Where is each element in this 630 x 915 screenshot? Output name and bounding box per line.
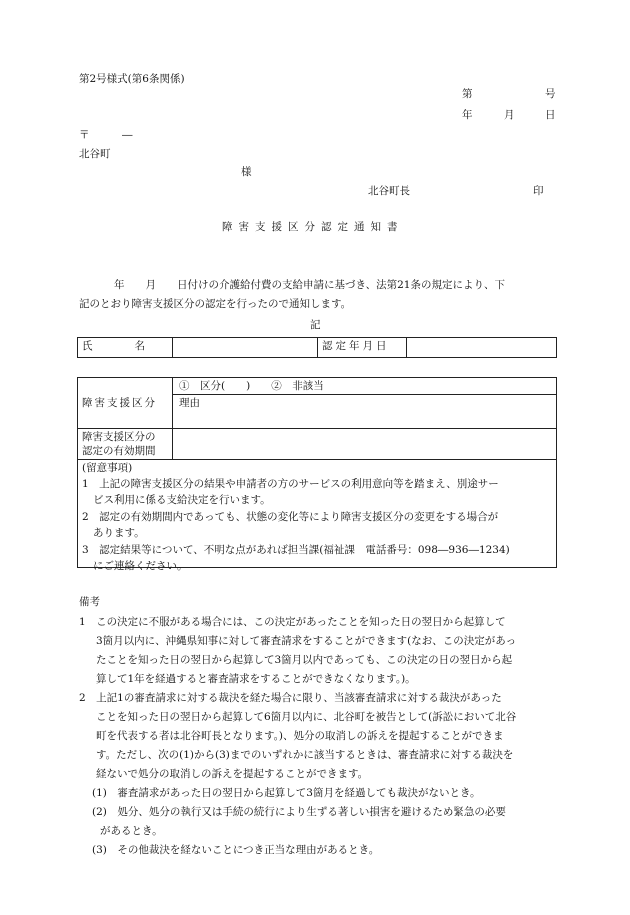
note-1-line-1: 1 上記の障害支援区分の結果や申請者の方のサービスの利用意向等を踏まえ、別途サー (82, 478, 499, 490)
remark-subitem: (2) 処分、処分の執行又は手続の続行により生ずる著しい損害を避けるため緊急の必要 (92, 806, 506, 818)
remark-line: 町を代表する者は北谷町長となります。)、処分の取消しの訴えを提起することができま (96, 730, 504, 742)
note-3-line-2: にご連絡ください。 (93, 560, 188, 572)
ki-label: 記 (310, 319, 321, 331)
name-label: 氏 名 (78, 338, 173, 358)
remark-line: たことを知った日の翌日から起算して3箇月以内であっても、この決定の日の翌日から起 (96, 654, 513, 666)
doc-number-prefix: 第 (462, 88, 473, 100)
validity-label-line-1: 障害支援区分の (82, 431, 156, 443)
date-label: 認定年月日 (318, 338, 407, 358)
name-date-table (77, 337, 557, 358)
category-options: ① 区分( ) ② 非該当 (173, 378, 557, 395)
document-title: 障害支援区分認定通知書 (222, 221, 404, 233)
date-value (407, 338, 557, 358)
postal-dash: ― (122, 129, 133, 141)
sender: 北谷町長 (368, 185, 410, 197)
remark-line: 3箇月以内に、沖縄県知事に対して審査請求をすることができます(なお、この決定があっ (96, 635, 517, 647)
validity-label (78, 429, 173, 460)
remarks-header: 備考 (79, 596, 100, 608)
remark-subitem: (3) その他裁決を経ないことにつき正当な理由があるとき。 (92, 844, 380, 856)
remark-line: 2 上記1の審査請求に対する裁決を経た場合に限り、当該審査請求に対する裁決があった (79, 692, 502, 704)
validity-value (173, 429, 557, 460)
category-table (77, 377, 557, 572)
form-number: 第2号様式(第6条関係) (79, 73, 185, 85)
name-value (173, 338, 318, 358)
body-line-1: 年 月 日付けの介護給付費の支給申請に基づき、法第21条の規定により、下 (114, 279, 505, 291)
reason-label: 理由 (173, 395, 557, 429)
note-2-line-2: あります。 (93, 527, 145, 539)
notes-cell (78, 460, 557, 572)
remark-subitem: (1) 審査請求があった日の翌日から起算して3箇月を経過しても裁決がないとき。 (92, 787, 481, 799)
remark-line: 1 この決定に不服がある場合には、この決定があったことを知った日の翌日から起算して (79, 616, 506, 628)
remark-line: ことを知った日の翌日から起算して6箇月以内に、北谷町を被告として(訴訟において北谷 (96, 711, 517, 723)
address: 北谷町 (79, 148, 111, 160)
note-1-line-2: ビス利用に係る支給決定を行います。 (93, 494, 271, 506)
remark-line: 算して1年を経過すると審査請求をすることができなくなります。)。 (96, 673, 416, 685)
remark-subitem: があるとき。 (100, 825, 163, 837)
date-day-label: 日 (545, 109, 556, 121)
doc-number-suffix: 号 (545, 88, 556, 100)
seal: 印 (533, 185, 544, 197)
category-label: 障害支援区分 (78, 378, 173, 429)
date-month-label: 月 (504, 109, 515, 121)
date-year-label: 年 (462, 109, 473, 121)
addressee-suffix: 様 (241, 166, 252, 178)
notes-header: (留意事項) (82, 462, 133, 474)
remark-line: す。ただし、次の(1)から(3)までのいずれかに該当するときは、審査請求に対する裁決を (96, 749, 514, 761)
note-2-line-1: 2 認定の有効期間内であっても、状態の変化等により障害支援区分の変更をする場合が (82, 511, 499, 523)
remark-line: 経ないで処分の取消しの訴えを提起することができます。 (96, 768, 369, 780)
validity-label-line-2: 認定の有効期間 (82, 445, 156, 457)
postal-mark: 〒 (79, 129, 90, 141)
body-line-2: 記のとおり障害支援区分の認定を行ったので通知します。 (79, 298, 352, 310)
note-3-line-1: 3 認定結果等について、不明な点があれば担当課(福祉課 電話番号：098―936―1234) (82, 544, 510, 556)
